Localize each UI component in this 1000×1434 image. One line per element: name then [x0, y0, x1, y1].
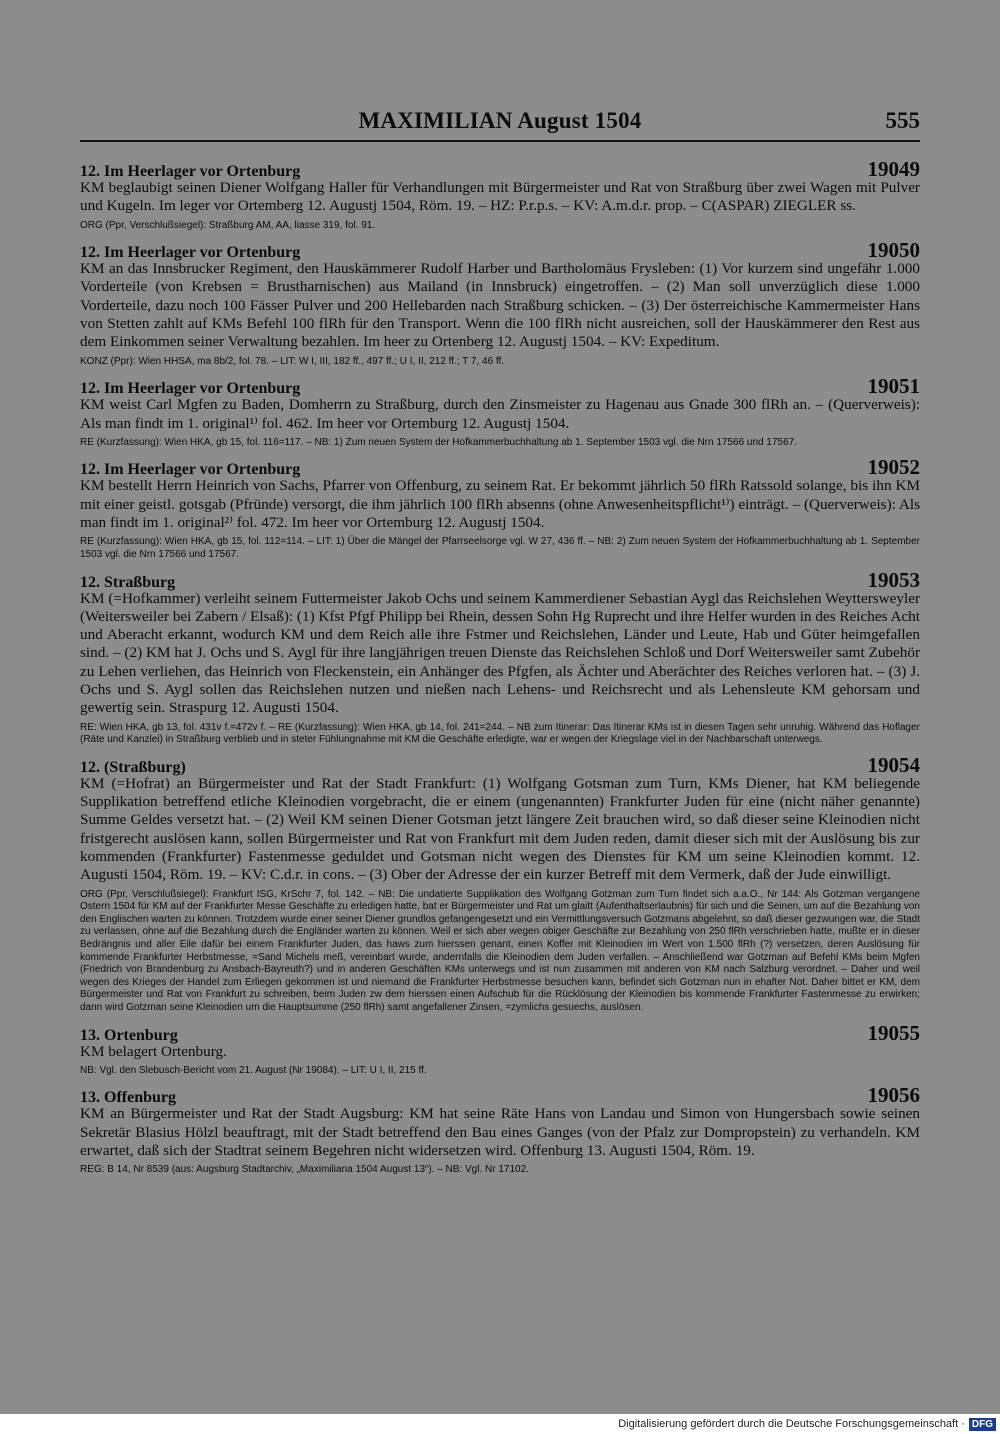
entry-text: KM weist Carl Mgfen zu Baden, Domherrn zu Straßburg, durch den Zinsmeister zu Hagenau aus Gnade 300 flRh an. – (Querverweis): Als man findt im 1. original¹⁾ fol. 462. Im heer vor Ortemburg 12. Augustj 1504. — [80, 396, 920, 432]
entry-source-note: RE (Kurzfassung): Wien HKA, gb 15, fol. 112=114. – LIT: 1) Über die Mängel der Pfarrseelsorge vgl. W 27, 436 ff. – NB: 2) Zum neuen System der Hofkammerbuchhaltung ab 1. September 1503 vgl. die Nrn 17566 und 17567. — [80, 536, 920, 560]
entry-number: 19052 — [867, 455, 920, 480]
entry-date-place: 12. Im Heerlager vor Ortenburg — [80, 461, 301, 479]
entry-text: KM (=Hofkammer) verleiht seinem Futtermeister Jakob Ochs und seinem Kammerdiener Sebastian Aygl das Reichslehen Weyttersweyler (Weitersweiler bei Zabern / Elsaß): (1) Kfst Pfgf Philipp bei Rhein, dessen Sohn Hg Ruprecht und ihre Helfer wurden in des Reiches Acht und Aberacht erkannt, wodurch KM und dem Reich alle ihre Fstmer und Reichslehen, Länder und Leute, Hab und Güter heimgefallen sind. – (2) KM hat J. Ochs und S. Aygl für ihre langjährigen treuen Dienste das Reichslehen Schloß und Dorf Weitersweiler samt Zubehör zu Lehen verliehen, das Heinrich von Fleckenstein, ein Anhänger des Pfgfen, als Ächter und Aberächter des Reiches verloren hat. – (3) J. Ochs und S. Aygl sollen das Reichslehen nutzen und nießen nach Lehens- und Reichsrecht und als Lehensleute KM gehorsam und gewertig sein. Straspurg 12. Augusti 1504. — [80, 589, 920, 717]
entry-number: 19055 — [867, 1020, 920, 1045]
entry-source-note: RE: Wien HKA, gb 13, fol. 431v f.=472v f. – RE (Kurzfassung): Wien HKA, gb 14, fol. 241=244. – NB zum Itinerar: Das Itinerar KMs ist in diesen Tagen sehr unruhig. Während das Hoflager (Räte und Kanzlei) in Straßburg verblieb und in steter Fühlungnahme mit KM die Geschäfte erledigte, war er wegen der Kriegslage viel in der Nachbarschaft unterwegs. — [80, 721, 920, 746]
entry-date-place: 13. Offenburg — [80, 1089, 176, 1107]
funding-text: Digitalisierung gefördert durch die Deutsche Forschungsgemeinschaft · — [618, 1418, 965, 1430]
entry-source-note: RE (Kurzfassung): Wien HKA, gb 15, fol. 116=117. – NB: 1) Zum neuen System der Hofkammerbuchhaltung ab 1. September 1503 vgl. die Nrn 17566 und 17567. — [80, 436, 797, 448]
entry-source-note: ORG (Ppr, Verschlußsiegel): Frankfurt ISG, KrSchr 7, fol. 142. – NB: Die undatierte Supplikation des Wolfgang Gotzman zum Turn findet sich a.a.O., Nr 144: Als Gotzman vergangene Ostern 1504 für KM auf der Frankfurter Messe Geschäfte zu erledigen hatte, bat er Bürgermeister und Rat um glaitt (Aufenthaltserlaubnis) für sich und die Seinen, um auf die Bezahlung von den Englischen warten zu können. Trotzdem wurde einer seiner Diener grundlos gefangengesetzt und ein Vermittlungsversuch Gotzmans abgelehnt, so daß dieser gezwungen war, die Stadt zu verlassen, ohne auf die Bezahlung durch die Engländer warten zu können. Weil er sich aber wegen obiger Geschäfte zur Bezahlung von 250 flRh verschrieben hatte, mußte er in dieser Bedrängnis und aller Eile dafür bei einem Frankfurter Juden, das haws zum hierssen genant, einen Koffer mit Kleinodien im Wert von 1.500 flRh (?) versetzen, deren Auslösung für kommende Frankfurter Herbstmesse, =Sand Michels meß, vereinbart wurde, andernfalls die Kleinodien dem Juden verfallen. – Anschließend war Gotzman auf Befehl KMs beim Mgfen (Friedrich von Brandenburg zu Ansbach-Bayreuth?) und in anderen Geschäften KMs unterwegs und ist nun zusammen mit anderen von KM nach Salzburg verordnet. – Daher und weil wegen des Krieges der Handel zum Erliegen gekommen ist und niemand die Frankfurter Herbstmesse besuchen kann, befindet sich Gotzman nun in ehafter Not. Daher bittet er KM, dem Bürgermeister und Rat von Frankfurt zu schreiben, beim Juden zw dem hierssen einen Aufschub für die Rücklösung der Kleinodien bis kommende Frankfurter Fastenmesse zu erwirken; dann wird Gotzman seine Kleinodien um die Hauptsumme (250 flRh) samt angefallener Zinsen, =zymlichs gesuechs, auslösen. — [80, 888, 920, 1013]
entry-text: KM an das Innsbrucker Regiment, den Hauskämmerer Rudolf Harber und Bartholomäus Frysleben: (1) Vor kurzem sind ungefähr 1.000 Vorderteile (von Krebsen = Brustharnischen) aus Mailand (in Innsbruck) eingetroffen. – (2) Man soll unverzüglich diese 1.000 Vorderteile, dazu noch 100 Fässer Pulver und 200 Hellebarden nach Straßburg schicken. – (3) Der österreichische Kammermeister Hans von Stetten zahlt auf KMs Befehl 100 flRh für den Transport. Wenn die 100 flRh nicht ausreichen, soll der Hauskämmerer den Rest aus dem Einkommen seiner Verwaltung bezahlen. Im heer zu Ortenberg 12. Augustj 1504. – KV: Expeditum. — [80, 260, 920, 351]
entry-text: KM bestellt Herrn Heinrich von Sachs, Pfarrer von Offenburg, zu seinem Rat. Er bekommt jährlich 50 flRh Ratssold solange, bis ihn KM mit einer geistl. gotsgab (Pfründe) versorgt, die ihm jährlich 100 flRh absenns (ohne Anwesenheitspflicht¹⁾) einträgt. – (Querverweis): Als man findt im 1. original²⁾ fol. 472. Im heer vor Ortemburg 12. Augustj 1504. — [80, 477, 920, 532]
entry-number: 19054 — [867, 752, 920, 777]
funding-footer — [0, 1414, 1000, 1434]
regest-entry — [80, 455, 920, 561]
regesta-list — [80, 157, 920, 1183]
regest-entry — [80, 238, 920, 368]
entry-date-place: 12. (Straßburg) — [80, 758, 186, 776]
entry-number: 19056 — [867, 1083, 920, 1108]
entry-date-place: 12. Straßburg — [80, 573, 176, 591]
regest-entry — [80, 753, 920, 1015]
dfg-logo: DFG — [969, 1418, 996, 1431]
entry-source-note: KONZ (Ppr): Wien HHSA, ma 8b/2, fol. 78. – LIT: W I, III, 182 ff., 497 ff.; U I, II, 212 ff.; T 7, 46 ff. — [80, 355, 505, 367]
entry-date-place: 12. Im Heerlager vor Ortenburg — [80, 244, 301, 262]
running-title: MAXIMILIAN August 1504 — [358, 108, 642, 133]
regest-entry — [80, 1021, 920, 1078]
entry-number: 19051 — [867, 374, 920, 399]
entry-date-place: 12. Im Heerlager vor Ortenburg — [80, 163, 301, 180]
entry-text: KM an Bürgermeister und Rat der Stadt Augsburg: KM hat seine Räte Hans von Landau und Simon von Hungersbach sowie seinen Sekretär Blasius Hölzl beauftragt, mit der Stadt betreffend den Bau eines Ganges (von der Pfalz zur Dompropstein) zu verhandeln. KM erwartet, daß sich der Stadtrat seinem Begehren nicht widersetzen wird. Offenburg 13. Augusti 1504, Röm. 19. — [80, 1105, 920, 1159]
regest-entry — [80, 568, 920, 747]
regest-entry — [80, 1083, 920, 1176]
entry-date-place: 12. Im Heerlager vor Ortenburg — [80, 380, 301, 398]
page-header — [80, 108, 920, 142]
entry-date-place: 13. Ortenburg — [80, 1026, 178, 1044]
page-number: 555 — [885, 108, 920, 133]
entry-text: KM belagert Ortenburg. — [80, 1042, 227, 1060]
entry-source-note: ORG (Ppr, Verschlußsiegel): Straßburg AM, AA, liasse 319, fol. 91. — [80, 219, 376, 231]
entry-source-note: NB: Vgl. den Slebusch-Bericht vom 21. August (Nr 19084). – LIT: U I, II, 215 ff. — [80, 1064, 427, 1076]
entry-number: 19050 — [867, 238, 920, 263]
regest-entry — [80, 374, 920, 449]
entry-text: KM (=Hofrat) an Bürgermeister und Rat der Stadt Frankfurt: (1) Wolfgang Gotsman zum Turn, KMs Diener, hat KM beliegende Supplikation betreffend etliche Kleinodien vorgebracht, die er einem (ungenannten) Frankfurter Juden für eine (nicht näher genannte) Summe Geldes versetzt hat. – (2) Weil KM seinen Diener Gotsman jetzt längere Zeit brauchen wird, so daß dieser seine Kleinodien nicht fristgerecht auslösen kann, sollen Bürgermeister und Rat von Frankfurt mit dem Juden reden, damit dieser sich mit der Auslösung bis zur kommenden (Frankfurter) Fastenmesse geduldet und Gotsman nicht wegen des Dienstes für KM um seine Kleinodien kommt. 12. Augusti 1504, Röm. 19. – KV: C.d.r. in cons. – (3) Ober der Adresse der ein kurzer Betreff mit dem Vermerk, daß der Jude einwilligt. — [80, 774, 920, 884]
entry-number: 19053 — [867, 567, 920, 592]
entry-source-note: REG: B 14, Nr 8539 (aus: Augsburg Stadtarchiv, „Maximiliana 1504 August 13“). – NB: Vgl. Nr 17102. — [80, 1164, 529, 1176]
entry-number: 19049 — [867, 157, 920, 181]
regest-entry — [80, 157, 920, 232]
entry-text: KM beglaubigt seinen Diener Wolfgang Haller für Verhandlungen mit Bürgermeister und Rat von Straßburg über zwei Wagen mit Pulver und Kugeln. Im leger vor Ortemberg 12. Augustj 1504, Röm. 19. – HZ: P.r.p.s. – KV: A.m.d.r. prop. – C(ASPAR) ZIEGLER ss. — [80, 179, 920, 215]
